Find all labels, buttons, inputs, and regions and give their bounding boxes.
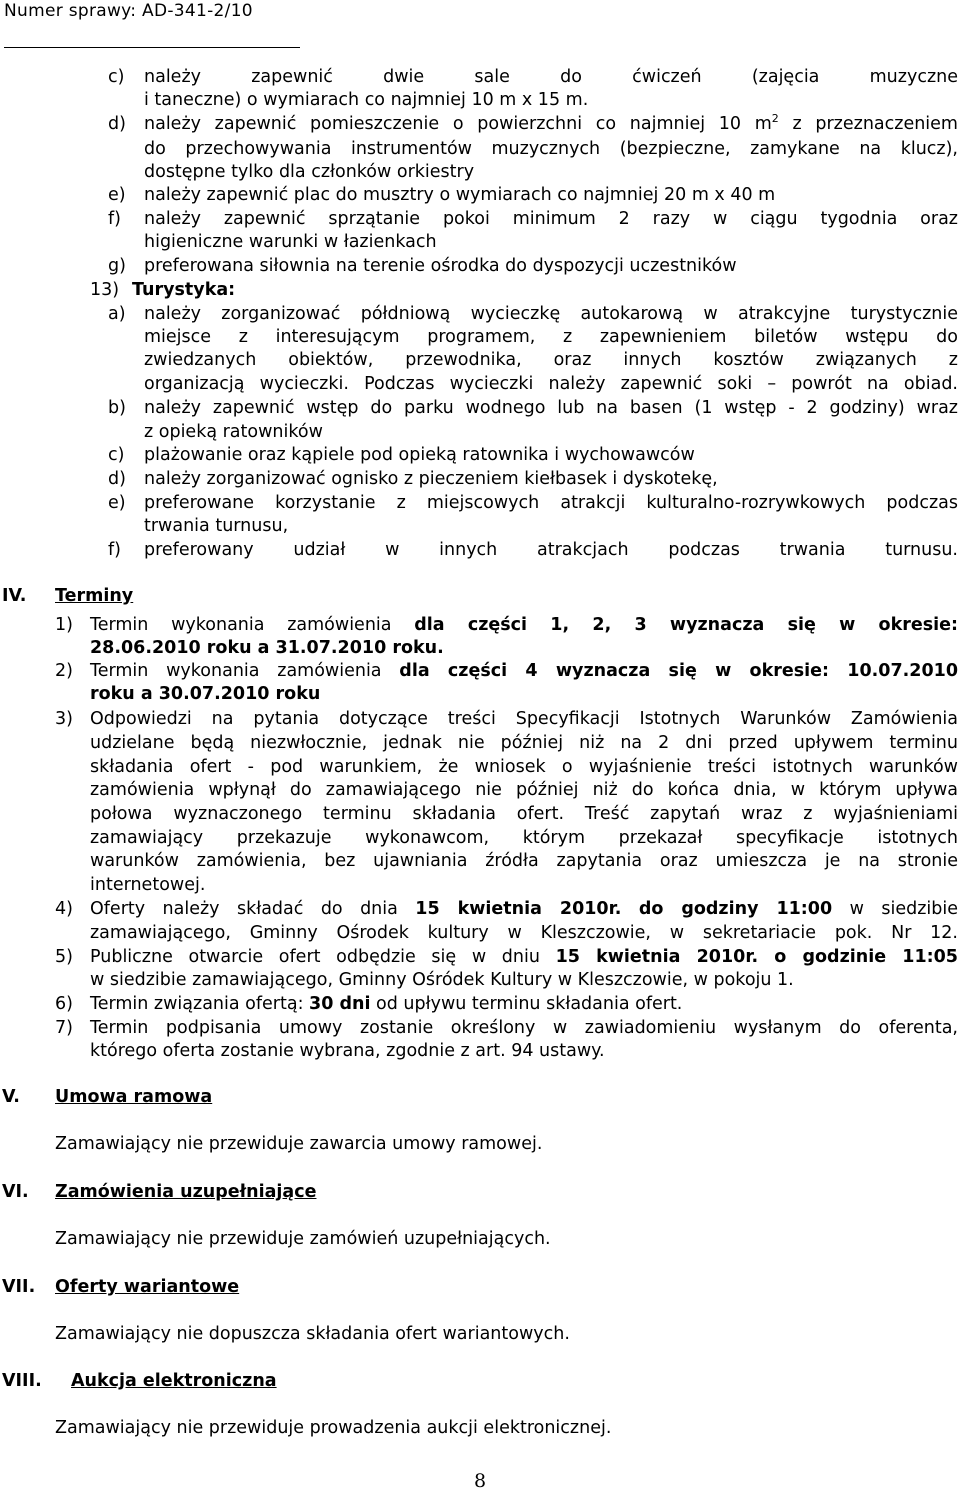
item-marker: f) <box>108 209 121 229</box>
item-text-part: z przeznaczeniem <box>778 114 958 134</box>
section-title: Terminy <box>55 586 134 606</box>
item-text: 28.06.2010 roku a 31.07.2010 roku. <box>90 638 444 658</box>
item-text: i taneczne) o wymiarach co najmniej 10 m x 15 m. <box>144 90 589 110</box>
item-text: składania ofert - pod warunkiem, że wniosek o wyjaśnienie treści istotnych warunków <box>90 757 958 777</box>
item-marker: a) <box>108 304 126 324</box>
item-text: internetowej. <box>90 875 206 895</box>
item-marker: 4) <box>55 899 73 919</box>
item-text-part: Oferty należy składać do dnia <box>90 899 416 919</box>
item-marker: 1) <box>55 615 73 635</box>
item-marker: f) <box>108 540 121 560</box>
list-item-iv-4-cont <box>0 922 960 945</box>
list-item-iv-5-cont <box>0 969 960 992</box>
item-text: organizacją wycieczki. Podczas wycieczki należy zapewnić soki – powrót na obiad. <box>144 374 958 394</box>
list-item-13e <box>0 492 960 515</box>
item-marker: 6) <box>55 994 73 1014</box>
page-number: 8 <box>473 1470 487 1492</box>
list-item-13b-cont <box>0 421 960 444</box>
list-item-iv-3-cont <box>0 756 960 779</box>
item-text-part: Termin wykonania zamówienia <box>90 661 400 681</box>
section-text-viii <box>0 1417 960 1440</box>
section-heading-v <box>0 1086 960 1109</box>
subsection-number: 13) <box>90 280 120 300</box>
list-item-iv-7 <box>0 1017 960 1040</box>
item-marker: e) <box>108 493 126 513</box>
list-item-12g <box>0 255 960 278</box>
item-text-part: należy zapewnić pomieszczenie o powierzchni co najmniej 10 m <box>144 114 772 134</box>
list-item-iv-1-cont <box>0 637 960 660</box>
section-heading-vii <box>0 1276 960 1299</box>
item-text: udzielane będą niezwłocznie, jednak nie później niż na 2 dni przed upływem terminu <box>90 733 958 753</box>
item-marker: d) <box>108 469 126 489</box>
list-item-iv-3-cont <box>0 850 960 873</box>
item-text: plażowanie oraz kąpiele pod opieką ratownika i wychowawców <box>144 445 695 465</box>
list-item-13a-cont <box>0 349 960 372</box>
item-text: należy zapewnić sprzątanie pokoi minimum 2 razy w ciągu tygodnia oraz <box>144 209 958 229</box>
item-text: preferowany udział w innych atrakcjach podczas trwania turnusu. <box>144 540 958 560</box>
list-item-12c-cont <box>0 89 960 112</box>
list-item-iv-5 <box>0 946 960 969</box>
item-text: należy zapewnić plac do musztry o wymiarach co najmniej 20 m x 40 m <box>144 185 776 205</box>
section-number: VIII. <box>2 1371 42 1391</box>
item-marker: b) <box>108 398 126 418</box>
item-text-part: od upływu terminu składania ofert. <box>370 994 683 1014</box>
item-text <box>90 946 958 969</box>
subsection-title: Turystyka: <box>132 280 236 300</box>
list-item-iv-2 <box>0 660 960 683</box>
list-item-13e-cont <box>0 515 960 538</box>
item-text-bold: 15 kwietnia 2010r. <box>415 899 622 919</box>
section-text: Zamawiający nie dopuszcza składania ofert wariantowych. <box>55 1324 570 1344</box>
item-marker: g) <box>108 256 126 276</box>
list-item-13a-cont <box>0 326 960 349</box>
item-text: miejsce z interesującym programem, z zapewnieniem biletów wstępu do <box>144 327 958 347</box>
list-item-iv-3-cont <box>0 827 960 850</box>
list-item-iv-1 <box>0 614 960 637</box>
list-item-iv-2-cont <box>0 683 960 706</box>
item-text: zwiedzanych obiektów, przewodnika, oraz innych kosztów związanych z <box>144 350 958 370</box>
list-item-12d <box>0 113 960 136</box>
item-text-part: Publiczne otwarcie ofert odbędzie się w dniu <box>90 947 556 967</box>
item-text: z opieką ratowników <box>144 422 323 442</box>
item-text: należy zapewnić wstęp do parku wodnego lub na basen (1 wstęp - 2 godziny) wraz <box>144 398 958 418</box>
item-text: w siedzibie zamawiającego, Gminny Ośródek Kultury w Kleszczowie, w pokoju 1. <box>90 970 794 990</box>
section-heading-vi <box>0 1181 960 1204</box>
list-item-12c <box>0 66 960 89</box>
list-item-12f-cont <box>0 231 960 254</box>
section-text: Zamawiający nie przewiduje prowadzenia aukcji elektronicznej. <box>55 1418 612 1438</box>
list-item-iv-3-cont <box>0 732 960 755</box>
item-text: zamówienia wpłynął do zamawiającego nie później niż do końca dnia, w którym upływa <box>90 780 958 800</box>
item-text: dostępne tylko dla członków orkiestry <box>144 162 475 182</box>
item-text: którego oferta zostanie wybrana, zgodnie z art. 94 ustawy. <box>90 1041 605 1061</box>
superscript: 2 <box>771 112 779 125</box>
list-item-iv-6 <box>0 993 960 1016</box>
item-marker: 7) <box>55 1018 73 1038</box>
item-text <box>90 660 958 683</box>
section-heading-viii <box>0 1370 960 1393</box>
item-marker: e) <box>108 185 126 205</box>
list-item-13a-cont <box>0 373 960 396</box>
item-marker: c) <box>108 445 125 465</box>
item-text: Odpowiedzi na pytania dotyczące treści Specyfikacji Istotnych Warunków Zamówienia <box>90 709 958 729</box>
section-number: V. <box>2 1087 20 1107</box>
item-text: należy zorganizować ognisko z pieczeniem kiełbasek i dyskotekę, <box>144 469 718 489</box>
section-title: Aukcja elektroniczna <box>71 1371 277 1391</box>
item-text <box>90 993 958 1016</box>
section-title: Oferty wariantowe <box>55 1277 240 1297</box>
section-text: Zamawiający nie przewiduje zamówień uzupełniających. <box>55 1229 551 1249</box>
list-item-13a <box>0 303 960 326</box>
list-item-12e <box>0 184 960 207</box>
section-text: Zamawiający nie przewiduje zawarcia umowy ramowej. <box>55 1134 543 1154</box>
item-text: trwania turnusu, <box>144 516 289 536</box>
section-text-vi <box>0 1228 960 1251</box>
item-text: preferowane korzystanie z miejscowych atrakcji kulturalno-rozrywkowych podczas <box>144 493 958 513</box>
list-item-iv-3-cont <box>0 874 960 897</box>
item-marker: 2) <box>55 661 73 681</box>
section-heading-iv <box>0 585 960 608</box>
item-marker: 3) <box>55 709 73 729</box>
list-item-12d-cont <box>0 161 960 184</box>
item-text-part: Termin wykonania zamówienia <box>90 615 415 635</box>
item-text: zamawiającego, Gminny Ośrodek kultury w Kleszczowie, w sekretariacie pok. Nr 12. <box>90 923 958 943</box>
list-item-13d <box>0 468 960 491</box>
item-text: warunków zamówienia, bez ujawniania źródła zapytania oraz umieszcza je na stronie <box>90 851 958 871</box>
item-text: roku a 30.07.2010 roku <box>90 684 321 704</box>
item-text-part: w siedzibie <box>832 899 958 919</box>
item-text-bold: dla części 4 wyznacza się w okresie: 10.07.2010 <box>399 661 958 681</box>
list-item-13f <box>0 539 960 562</box>
subsection-heading-13 <box>0 279 960 302</box>
item-marker: c) <box>108 67 125 87</box>
item-text: połowa wyznaczonego terminu składania ofert. Treść zapytań wraz z wyjaśnieniami <box>90 804 958 824</box>
section-title: Zamówienia uzupełniające <box>55 1182 317 1202</box>
item-text: Termin podpisania umowy zostanie określony w zawiadomieniu wysłanym do oferenta, <box>90 1018 958 1038</box>
item-text-bold: 30 dni <box>309 994 371 1014</box>
list-item-13b <box>0 397 960 420</box>
item-text <box>90 898 958 921</box>
item-text-part: Termin związania ofertą: <box>90 994 310 1014</box>
list-item-iv-3-cont <box>0 779 960 802</box>
item-marker: 5) <box>55 947 73 967</box>
item-text: zamawiający przekazuje wykonawcom, którym przekazał specyfikacje istotnych <box>90 828 958 848</box>
header-rule <box>4 47 300 48</box>
list-item-iv-3 <box>0 708 960 731</box>
section-number: IV. <box>2 586 27 606</box>
item-marker: d) <box>108 114 126 134</box>
section-text-vii <box>0 1323 960 1346</box>
list-item-iv-4 <box>0 898 960 921</box>
section-number: VII. <box>2 1277 36 1297</box>
list-item-12f <box>0 208 960 231</box>
list-item-iv-7-cont <box>0 1040 960 1063</box>
item-text-bold: dla części 1, 2, 3 wyznacza się w okresie: <box>414 615 958 635</box>
item-text <box>144 113 958 136</box>
section-title: Umowa ramowa <box>55 1087 213 1107</box>
item-text <box>90 614 958 637</box>
section-number: VI. <box>2 1182 29 1202</box>
case-number-header: Numer sprawy: AD-341-2/10 <box>4 1 253 21</box>
item-text: preferowana siłownia na terenie ośrodka do dyspozycji uczestników <box>144 256 737 276</box>
item-text: higieniczne warunki w łazienkach <box>144 232 437 252</box>
section-text-v <box>0 1133 960 1156</box>
item-text-part <box>621 899 638 919</box>
item-text: należy zorganizować półdniową wycieczkę autokarową w atrakcyjne turystycznie <box>144 304 958 324</box>
list-item-13c <box>0 444 960 467</box>
item-text-bold: 15 kwietnia 2010r. o godzinie 11:05 <box>555 947 958 967</box>
list-item-12d-cont <box>0 138 960 161</box>
item-text: do przechowywania instrumentów muzycznych (bezpieczne, zamykane na klucz), <box>144 139 958 159</box>
item-text: należy zapewnić dwie sale do ćwiczeń (zajęcia muzyczne <box>144 67 958 87</box>
item-text-bold: do godziny 11:00 <box>638 899 833 919</box>
list-item-iv-3-cont <box>0 803 960 826</box>
